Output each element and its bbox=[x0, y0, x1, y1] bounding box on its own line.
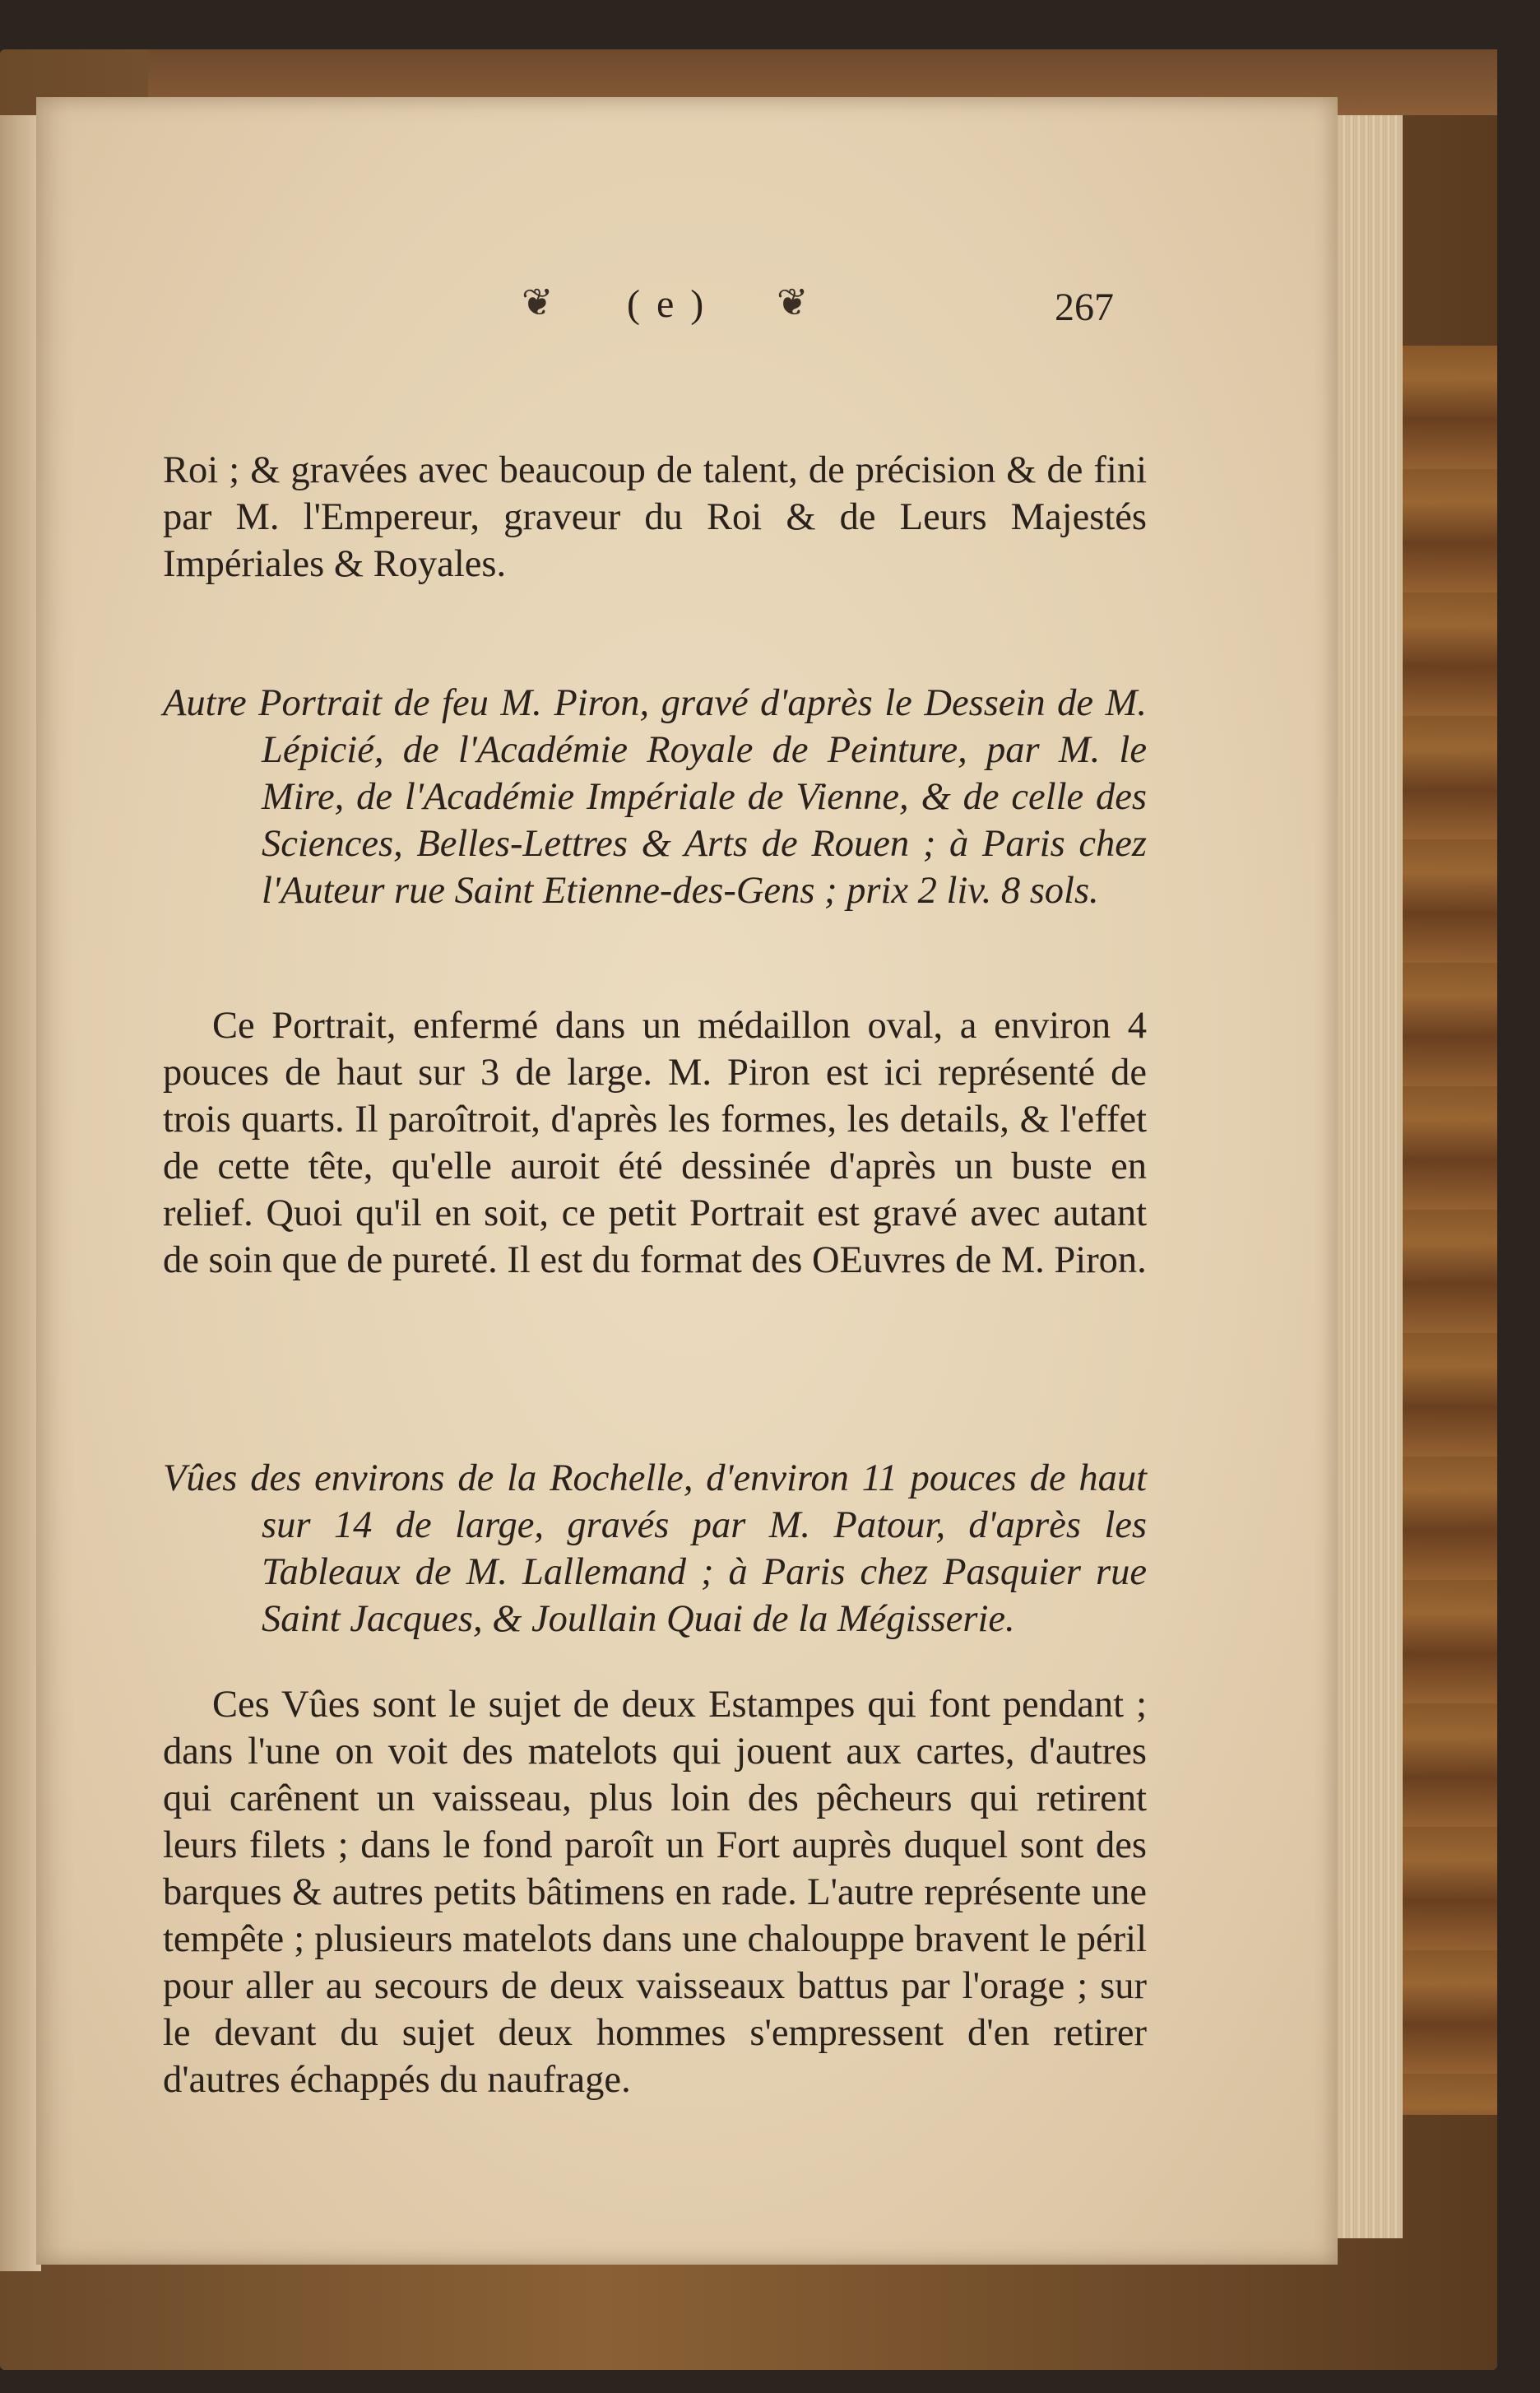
description-piron-portrait bbox=[163, 1002, 1147, 1284]
description-rochelle-text: Ces Vûes sont le sujet de deux Estampes qui font pendant ; dans l'une on voit des matelots qui jouent aux cartes, d'autres qui carênent un vaisseau, plus loin des pêcheurs qui retirent leurs filets ; dans le fond paroît un Fort auprès duquel sont des barques & autres petits bâtimens en rade. L'autre représente une tempête ; plusieurs matelots dans une chalouppe bravent le péril pour aller au secours de deux vaisseaux battus par l'orage ; sur le devant du sujet deux hommes s'empressent d'en retirer d'autres échappés du naufrage. bbox=[163, 1684, 1147, 2101]
ornament-left-icon: ❦ bbox=[522, 281, 554, 323]
book-page bbox=[36, 97, 1338, 2265]
description-piron-text: Ce Portrait, enfermé dans un médaillon oval, a environ 4 pouces de haut sur 3 de large. M. Piron est ici représenté de trois quarts. Il paroîtroit, d'après les formes, les details, & l'effet de cette tête, qu'elle auroit été dessinée d'après un buste en relief. Quoi qu'il en soit, ce petit Portrait est gravé avec autant de soin que de pureté. Il est du format des OEuvres de M. Piron. bbox=[163, 1005, 1147, 1281]
page-header bbox=[480, 280, 1188, 346]
cover-marbled-edge bbox=[1399, 346, 1497, 2115]
continuation-paragraph bbox=[163, 447, 1147, 588]
entry-piron-portrait bbox=[163, 680, 1147, 914]
facing-page-edge bbox=[0, 115, 41, 2271]
description-rochelle-views bbox=[163, 1681, 1147, 2103]
continuation-text: Roi ; & gravées avec beaucoup de talent, de précision & de fini par M. l'Empereur, graveur du Roi & de Leurs Majestés Impériales & Royales. bbox=[163, 449, 1147, 585]
ornament-right-icon: ❦ bbox=[777, 281, 809, 323]
entry-piron-text: Autre Portrait de feu M. Piron, gravé d'après le Dessein de M. Lépicié, de l'Académie Royale de Peinture, par M. le Mire, de l'Académie Impériale de Vienne, & de celle des Sciences, Belles-Lettres & Arts de Rouen ; à Paris chez l'Auteur rue Saint Etienne-des-Gens ; prix 2 liv. 8 sols. bbox=[163, 682, 1147, 912]
entry-rochelle-text: Vûes des environs de la Rochelle, d'environ 11 pouces de haut sur 14 de large, gravés par M. Patour, d'après les Tableaux de M. Lallemand ; à Paris chez Pasquier rue Saint Jacques, & Joullain Quai de la Mégisserie. bbox=[163, 1457, 1147, 1640]
signature-mark: ( e ) bbox=[627, 282, 707, 326]
page-number: 267 bbox=[1055, 286, 1114, 329]
entry-rochelle-views bbox=[163, 1455, 1147, 1643]
